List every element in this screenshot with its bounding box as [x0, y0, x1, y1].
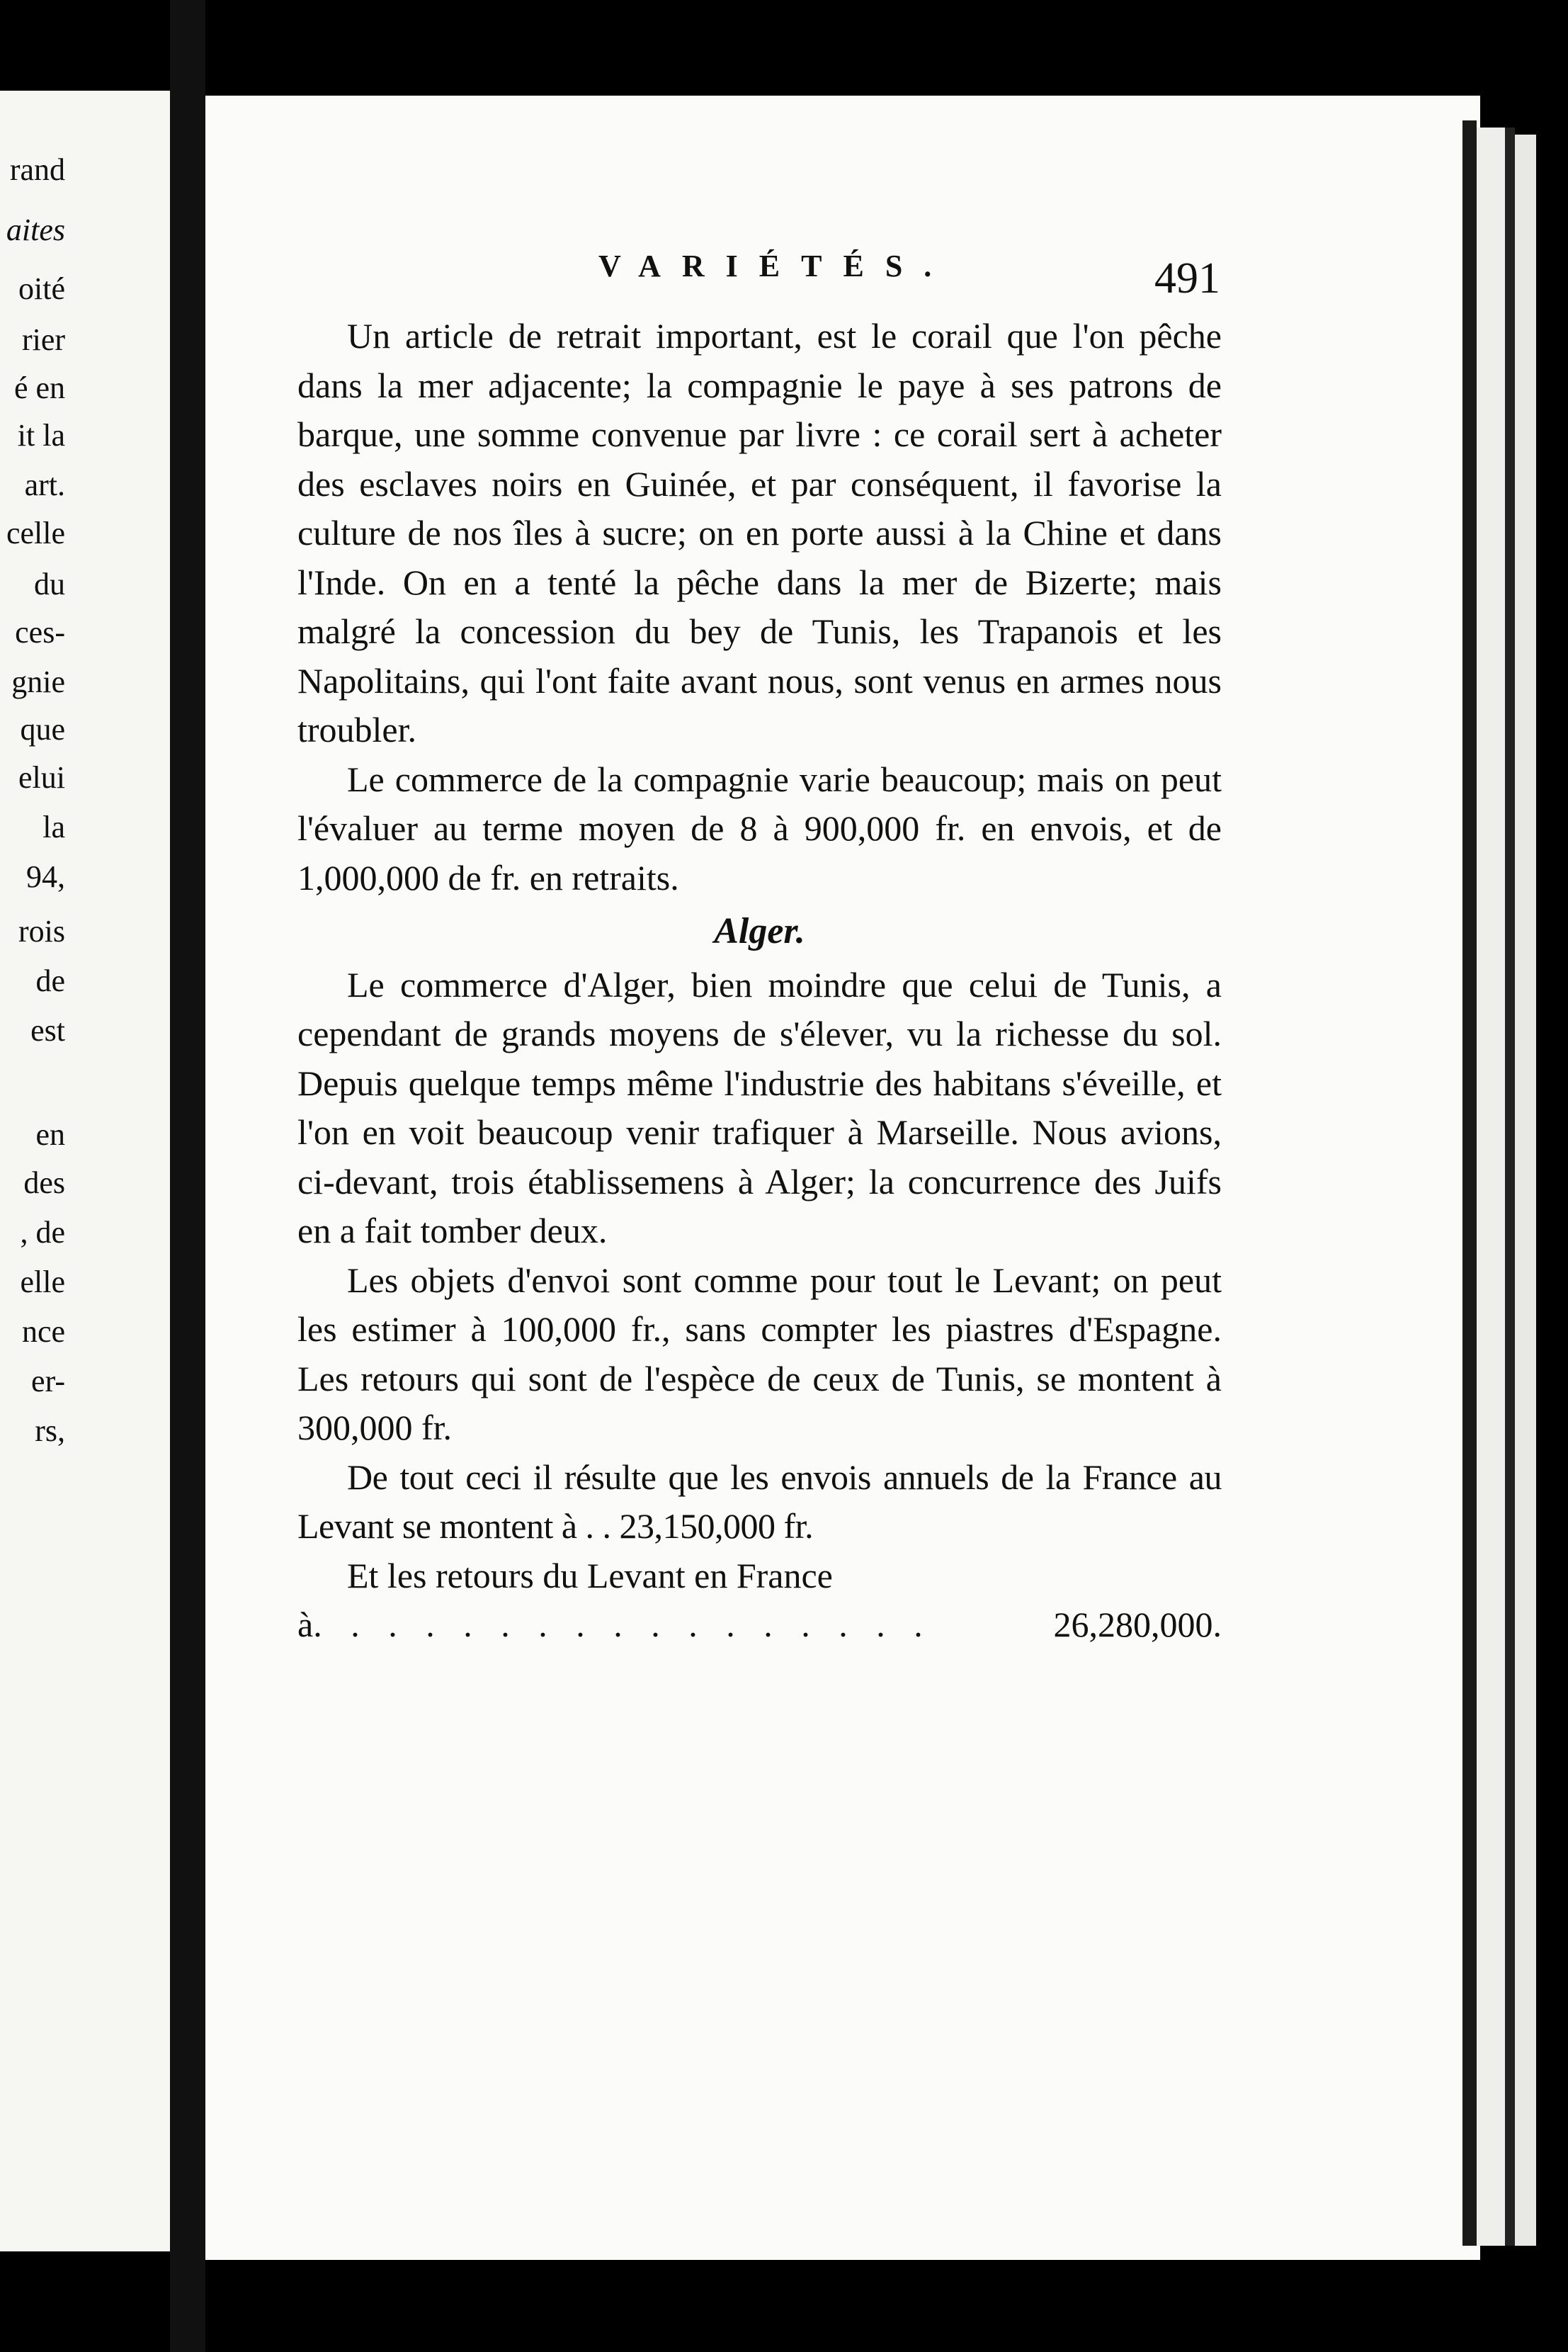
- fragment-line: de: [35, 963, 65, 998]
- fragment-line: art.: [24, 468, 65, 502]
- fragment-line: des: [23, 1165, 65, 1200]
- fragment-line: que: [20, 712, 65, 747]
- fragment-line: er-: [31, 1364, 65, 1398]
- fragment-line: en: [35, 1117, 65, 1152]
- totals-prefix: à: [297, 1605, 314, 1644]
- fragment-line: rois: [18, 914, 65, 949]
- totals-value: 26,280,000.: [1053, 1605, 1222, 1644]
- fragment-line: ces-: [15, 615, 65, 650]
- section-heading: Alger.: [714, 911, 805, 951]
- fragment-line: celle: [6, 516, 65, 550]
- fragment-line: elle: [20, 1265, 65, 1299]
- fragment-line: du: [34, 567, 65, 601]
- paragraph: Le commerce de la compagnie varie beaucoup; mais on peut l'évaluer au terme moyen de 8 à 900,000 fr. en envois, et de 1,000,000 de fr. en retraits.: [297, 759, 1222, 898]
- paragraph: Le commerce d'Alger, bien moindre que celui de Tunis, a cependant de grands moyens de s'élever, vu la richesse du sol. Depuis quelque temps même l'industrie des habitans s'éveille, et l'on en voit beaucoup venir trafiquer à Marseille. Nous avions, ci-devant, trois établissemens à Alger; la concurrence des Juifs en a fait tomber deux.: [297, 964, 1222, 1250]
- running-header: VARIÉTÉS.: [598, 249, 953, 283]
- fragment-line: nce: [21, 1314, 65, 1349]
- fragment-line: rs,: [35, 1413, 65, 1448]
- page-edge: [1462, 120, 1477, 2246]
- fragment-line: é en: [13, 371, 65, 405]
- leader-dots: . . . . . . . . . . . . . . . . .: [313, 1605, 933, 1644]
- fragment-line: la: [42, 810, 65, 844]
- body-text: [297, 312, 1222, 1650]
- fragment-line: elui: [18, 760, 65, 795]
- page-edge: [1505, 128, 1515, 2246]
- book-gutter: [170, 0, 205, 2352]
- fragment-line: it la: [17, 418, 65, 453]
- fragment-line: , de: [20, 1215, 65, 1250]
- paragraph: Un article de retrait important, est le corail que l'on pêche dans la mer adjacente; la compagnie le paye à ses patrons de barque, une somme convenue par livre : ce corail sert à acheter des esclaves noirs en Guinée, et par conséquent, il favorise la culture de nos îles à sucre; on en porte aussi à la Chine et dans l'Inde. On en a tenté la pêche dans la mer de Bizerte; mais malgré la concession du bey de Tunis, les Trapanois et les Napolitains, qui l'ont faite avant nous, sont venus en armes nous troubler.: [297, 316, 1222, 750]
- page-number: 491: [1154, 254, 1220, 303]
- paragraph: De tout ceci il résulte que les envois annuels de la France au Levant se montent à . . 23,150,000 fr.: [297, 1457, 1222, 1546]
- fragment-line: aites: [6, 213, 65, 247]
- fragment-line: oité: [18, 271, 65, 306]
- page-edge: [1515, 135, 1536, 2246]
- facing-page-fragment: [0, 91, 170, 2251]
- page-edge: [1477, 128, 1505, 2246]
- paragraph: Et les retours du Levant en France: [347, 1555, 833, 1595]
- fragment-line: rier: [21, 322, 65, 357]
- totals-line: [297, 1600, 1222, 1650]
- fragment-line: rand: [9, 152, 65, 187]
- fragment-line: gnie: [11, 665, 65, 699]
- fragment-line: 94,: [26, 859, 65, 894]
- fragment-line: est: [30, 1013, 65, 1048]
- paragraph: Les objets d'envoi sont comme pour tout le Levant; on peut les estimer à 100,000 fr., sans compter les piastres d'Espagne. Les retours qui sont de l'espèce de ceux de Tunis, se montent à 300,000 fr.: [297, 1260, 1222, 1447]
